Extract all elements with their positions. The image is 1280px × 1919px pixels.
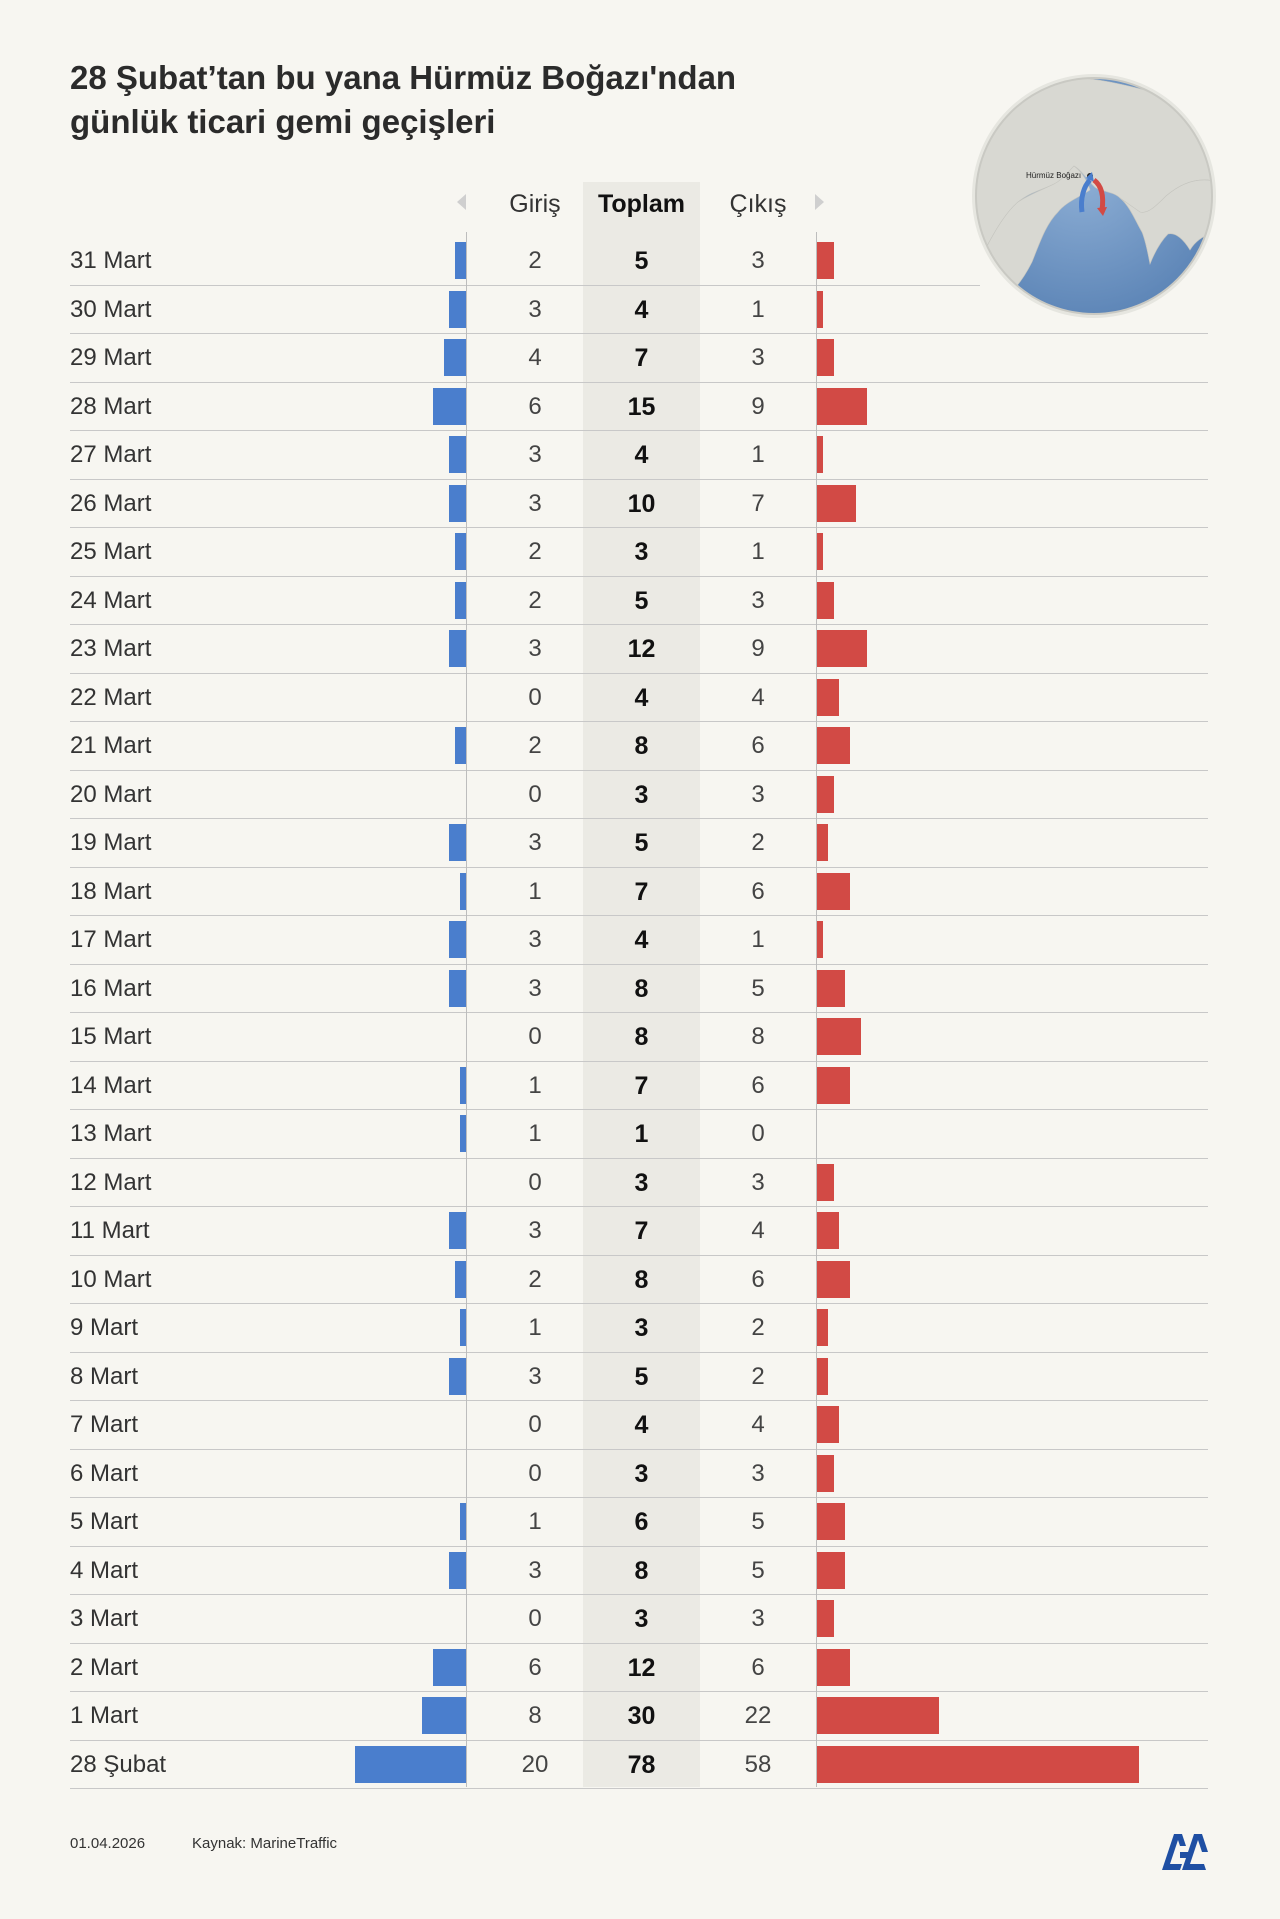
bar-cikis [817, 242, 834, 279]
date-label: 10 Mart [70, 1265, 152, 1293]
date-label: 31 Mart [70, 247, 152, 274]
date-label: 12 Mart [70, 1168, 152, 1196]
bar-giris [449, 485, 466, 522]
value-giris: 1 [528, 877, 542, 905]
value-toplam: 1 [634, 1120, 649, 1148]
bar-cikis [817, 776, 834, 813]
value-toplam: 5 [634, 1362, 649, 1391]
bar-cikis [817, 339, 834, 376]
bar-cikis [817, 1212, 839, 1249]
date-label: 11 Mart [70, 1217, 150, 1244]
axis-line-giris [466, 232, 467, 1787]
value-toplam: 3 [634, 1314, 649, 1342]
value-giris: 0 [528, 1605, 542, 1632]
bar-cikis [817, 679, 839, 716]
value-toplam: 30 [627, 1702, 656, 1730]
value-cikis: 1 [751, 295, 765, 323]
value-toplam: 3 [634, 1168, 649, 1197]
value-cikis: 2 [751, 829, 765, 856]
value-toplam: 8 [634, 1556, 649, 1585]
bar-cikis [817, 824, 828, 861]
date-label: 16 Mart [70, 974, 152, 1002]
value-toplam: 3 [634, 538, 649, 566]
value-cikis: 1 [751, 538, 765, 565]
value-cikis: 3 [751, 780, 765, 808]
value-toplam: 5 [634, 586, 649, 615]
title-line-1: 28 Şubat’tan bu yana Hürmüz Boğazı'ndan [70, 59, 737, 96]
value-toplam: 7 [634, 1071, 649, 1100]
bar-cikis [817, 1018, 861, 1055]
bar-cikis [817, 1503, 845, 1540]
value-toplam: 8 [634, 1023, 649, 1051]
value-giris: 2 [528, 247, 542, 274]
date-label: 8 Mart [70, 1362, 139, 1390]
bar-giris [449, 921, 466, 958]
value-giris: 2 [528, 1265, 542, 1293]
date-label: 23 Mart [70, 635, 152, 662]
value-giris: 3 [528, 829, 542, 856]
footer-date: 01.04.2026 [70, 1835, 146, 1852]
value-cikis: 4 [751, 1411, 765, 1438]
bar-giris [422, 1697, 466, 1734]
value-cikis: 6 [751, 732, 765, 759]
date-label: 2 Mart [70, 1653, 139, 1681]
value-cikis: 4 [751, 683, 765, 711]
date-label: 28 Şubat [70, 1750, 167, 1778]
bar-cikis [817, 436, 823, 473]
value-cikis: 3 [751, 1168, 765, 1196]
date-label: 17 Mart [70, 926, 152, 953]
bar-cikis [817, 1067, 850, 1104]
bar-giris [449, 436, 466, 473]
bar-giris [449, 970, 466, 1007]
value-giris: 3 [528, 295, 542, 323]
bar-cikis [817, 582, 834, 619]
date-label: 22 Mart [70, 683, 152, 711]
value-toplam: 8 [634, 1265, 649, 1294]
value-giris: 3 [528, 489, 542, 517]
bar-giris [449, 1212, 466, 1249]
date-label: 7 Mart [70, 1411, 139, 1438]
value-cikis: 0 [751, 1120, 765, 1147]
row-divider [70, 1788, 1208, 1789]
bar-cikis [817, 1261, 850, 1298]
value-giris: 0 [528, 780, 542, 808]
value-giris: 3 [528, 926, 542, 953]
header-toplam: Toplam [597, 190, 686, 218]
value-giris: 3 [528, 635, 542, 662]
value-toplam: 4 [634, 1411, 649, 1439]
bar-cikis [817, 388, 867, 425]
value-toplam: 8 [634, 732, 649, 760]
value-giris: 2 [528, 586, 542, 614]
date-label: 20 Mart [70, 780, 152, 808]
value-toplam: 78 [627, 1750, 656, 1779]
value-giris: 2 [528, 732, 542, 759]
map-strait-label: Hürmüz Boğazı [1026, 171, 1082, 180]
date-label: 21 Mart [70, 732, 152, 759]
date-label: 25 Mart [70, 538, 152, 565]
bar-giris [355, 1746, 466, 1783]
bar-cikis [817, 630, 867, 667]
value-toplam: 7 [634, 1217, 649, 1245]
value-toplam: 7 [634, 344, 649, 372]
value-cikis: 6 [751, 877, 765, 905]
value-cikis: 3 [751, 344, 765, 371]
value-toplam: 3 [634, 780, 649, 809]
value-toplam: 4 [634, 441, 649, 469]
value-toplam: 4 [634, 295, 649, 324]
date-label: 3 Mart [70, 1605, 139, 1632]
value-giris: 0 [528, 1459, 542, 1487]
bar-giris [455, 1261, 466, 1298]
header-cikis: Çıkış [729, 190, 787, 218]
date-label: 14 Mart [70, 1071, 152, 1099]
value-toplam: 12 [627, 1653, 656, 1682]
date-label: 13 Mart [70, 1120, 152, 1147]
chart-title [70, 56, 870, 144]
date-label: 6 Mart [70, 1459, 139, 1487]
value-toplam: 12 [627, 635, 656, 663]
value-cikis: 2 [751, 1362, 765, 1390]
value-giris: 0 [528, 683, 542, 711]
bar-giris [433, 1649, 466, 1686]
bar-cikis [817, 727, 850, 764]
axis-line-cikis [816, 232, 817, 1787]
bar-giris [449, 1358, 466, 1395]
bar-cikis [817, 485, 856, 522]
bar-cikis [817, 970, 845, 1007]
bar-giris [455, 533, 466, 570]
value-toplam: 5 [634, 829, 649, 857]
date-label: 9 Mart [70, 1314, 139, 1341]
value-cikis: 4 [751, 1217, 765, 1244]
bar-cikis [817, 873, 850, 910]
value-cikis: 6 [751, 1653, 765, 1681]
bar-giris [433, 388, 466, 425]
bar-cikis [817, 1600, 834, 1637]
value-cikis: 1 [751, 441, 765, 468]
value-giris: 1 [528, 1120, 542, 1147]
value-toplam: 3 [634, 1605, 649, 1633]
date-label: 15 Mart [70, 1023, 152, 1050]
bar-cikis [817, 921, 823, 958]
value-giris: 3 [528, 1556, 542, 1584]
value-toplam: 4 [634, 926, 649, 954]
value-giris: 3 [528, 441, 542, 468]
value-giris: 8 [528, 1702, 542, 1729]
value-toplam: 7 [634, 877, 649, 906]
date-label: 5 Mart [70, 1508, 139, 1535]
value-giris: 2 [528, 538, 542, 565]
footer-source: Kaynak: MarineTraffic [192, 1835, 338, 1852]
bar-cikis [817, 533, 823, 570]
title-line-2: günlük ticari gemi geçişleri [70, 103, 496, 140]
value-giris: 3 [528, 1362, 542, 1390]
value-giris: 4 [528, 344, 542, 371]
value-giris: 3 [528, 974, 542, 1002]
bar-giris [455, 727, 466, 764]
value-cikis: 22 [744, 1702, 772, 1729]
value-giris: 3 [528, 1217, 542, 1244]
value-cikis: 58 [744, 1750, 772, 1778]
globe-map [970, 72, 1218, 320]
value-giris: 0 [528, 1168, 542, 1196]
value-cikis: 5 [751, 1556, 765, 1584]
bar-giris [444, 339, 466, 376]
value-cikis: 7 [751, 489, 765, 517]
value-giris: 0 [528, 1411, 542, 1438]
value-cikis: 8 [751, 1023, 765, 1050]
value-giris: 20 [521, 1750, 549, 1778]
bar-cikis [817, 291, 823, 328]
bar-cikis [817, 1309, 828, 1346]
value-giris: 1 [528, 1071, 542, 1099]
date-label: 24 Mart [70, 586, 152, 614]
value-toplam: 15 [627, 392, 656, 421]
value-cikis: 3 [751, 1605, 765, 1632]
aa-logo-icon [1160, 1826, 1208, 1874]
date-label: 4 Mart [70, 1556, 139, 1584]
value-giris: 6 [528, 392, 542, 420]
arrow-right-icon [815, 194, 824, 210]
date-label: 30 Mart [70, 295, 152, 323]
value-cikis: 5 [751, 974, 765, 1002]
value-cikis: 6 [751, 1265, 765, 1293]
bar-giris [455, 582, 466, 619]
bar-cikis [817, 1746, 1139, 1783]
date-label: 27 Mart [70, 441, 152, 468]
date-label: 19 Mart [70, 829, 152, 856]
value-toplam: 4 [634, 683, 649, 712]
bar-cikis [817, 1455, 834, 1492]
value-giris: 0 [528, 1023, 542, 1050]
value-cikis: 9 [751, 392, 765, 420]
bar-giris [449, 824, 466, 861]
value-giris: 1 [528, 1508, 542, 1535]
value-giris: 6 [528, 1653, 542, 1681]
value-cikis: 6 [751, 1071, 765, 1099]
bar-giris [449, 1552, 466, 1589]
value-toplam: 10 [627, 489, 656, 518]
globe-map-graphic [970, 72, 1218, 320]
bar-giris [449, 291, 466, 328]
value-toplam: 3 [634, 1459, 649, 1488]
value-cikis: 1 [751, 926, 765, 953]
value-cikis: 2 [751, 1314, 765, 1341]
value-cikis: 5 [751, 1508, 765, 1535]
date-label: 1 Mart [70, 1702, 139, 1729]
date-label: 26 Mart [70, 489, 152, 517]
date-label: 29 Mart [70, 344, 152, 371]
bar-giris [455, 242, 466, 279]
bar-cikis [817, 1697, 939, 1734]
date-label: 28 Mart [70, 392, 152, 420]
bar-cikis [817, 1552, 845, 1589]
value-toplam: 8 [634, 974, 649, 1003]
value-cikis: 3 [751, 586, 765, 614]
date-label: 18 Mart [70, 877, 152, 905]
bar-cikis [817, 1358, 828, 1395]
header-giris: Giriş [509, 190, 561, 218]
bar-cikis [817, 1649, 850, 1686]
value-giris: 1 [528, 1314, 542, 1341]
value-toplam: 5 [634, 247, 649, 275]
value-toplam: 6 [634, 1508, 649, 1536]
bar-cikis [817, 1164, 834, 1201]
bar-cikis [817, 1406, 839, 1443]
value-cikis: 3 [751, 1459, 765, 1487]
value-cikis: 3 [751, 247, 765, 274]
value-cikis: 9 [751, 635, 765, 662]
bar-giris [449, 630, 466, 667]
arrow-left-icon [457, 194, 466, 210]
